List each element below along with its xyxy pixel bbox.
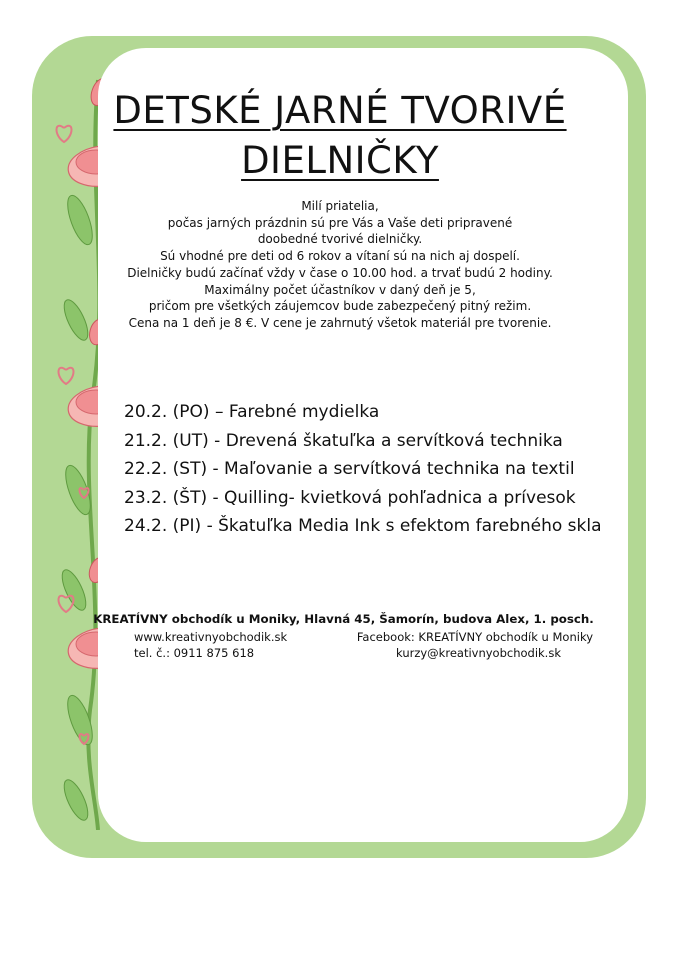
intro-text xyxy=(90,198,590,332)
page-title xyxy=(100,86,580,186)
website-text: www.kreativnyobchodik.sk xyxy=(134,630,288,644)
contact-footer xyxy=(86,612,601,661)
schedule-item: 24.2. (PI) - Škatuľka Media Ink s efektom farebného skla xyxy=(124,516,602,537)
schedule-item: 23.2. (ŠT) - Quilling- kvietková pohľadnica a prívesok xyxy=(124,487,576,508)
title-line-1: DETSKÉ JARNÉ TVORIVÉ xyxy=(113,89,567,132)
intro-line: Cena na 1 deň je 8 €. V cene je zahrnutý všetok materiál pre tvorenie. xyxy=(128,315,552,330)
intro-line: Dielničky budú začínať vždy v čase o 10.00 hod. a trvať budú 2 hodiny. xyxy=(127,265,553,280)
title-line-2: DIELNIČKY xyxy=(241,139,439,182)
intro-line: počas jarných prázdnin sú pre Vás a Vaše deti pripravené xyxy=(167,215,513,230)
intro-line: Maximálny počet účastníkov v daný deň je 5, xyxy=(204,282,476,297)
email-text: kurzy@kreativnyobchodik.sk xyxy=(396,646,561,660)
shop-address: KREATÍVNY obchodík u Moniky, Hlavná 45, Šamorín, budova Alex, 1. posch. xyxy=(93,612,594,626)
schedule-item: 20.2. (PO) – Farebné mydielka xyxy=(124,402,380,422)
intro-line: pričom pre všetkých záujemcov bude zabezpečený pitný režim. xyxy=(148,299,532,314)
workshop-schedule xyxy=(124,398,644,541)
facebook-text: Facebook: KREATÍVNY obchodík u Moniky xyxy=(356,630,593,644)
intro-line: Milí priatelia, xyxy=(301,199,379,213)
schedule-item: 21.2. (UT) - Drevená škatuľka a servítková technika xyxy=(124,430,563,451)
intro-line: Sú vhodné pre deti od 6 rokov a vítaní sú na nich aj dospelí. xyxy=(160,249,520,264)
schedule-item: 22.2. (ST) - Maľovanie a servítková technika na textil xyxy=(124,459,575,480)
phone-text: tel. č.: 0911 875 618 xyxy=(134,646,255,660)
intro-line: doobedné tvorivé dielničky. xyxy=(257,232,423,247)
